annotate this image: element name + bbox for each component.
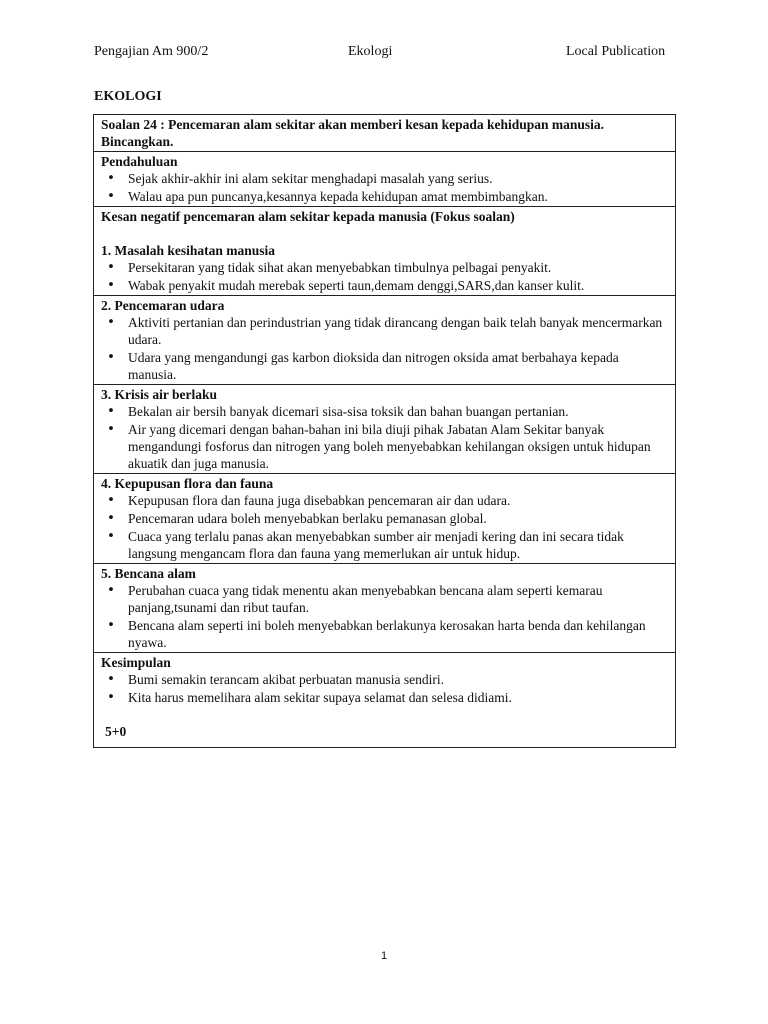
score-label: 5+0 [105, 724, 127, 739]
page-number: 1 [380, 950, 388, 962]
intro-points [101, 170, 667, 205]
list-item: • Aktiviti pertanian dan perindustrian yang tidak dirancang dengan baik telah banyak mencermarkan udara. [101, 314, 667, 348]
section-points [101, 259, 667, 294]
document-title: EKOLOGI [94, 89, 162, 104]
header-topic: Ekologi [348, 44, 393, 59]
list-item: • Bekalan air bersih banyak dicemari sisa-sisa toksik dan bahan buangan pertanian. [101, 403, 667, 420]
section-row-5 [94, 564, 676, 653]
section-heading: 1. Masalah kesihatan manusia [101, 243, 276, 258]
intro-heading: Pendahuluan [101, 154, 178, 169]
section-points [101, 314, 667, 383]
question-row [94, 115, 676, 152]
list-item: • Pencemaran udara boleh menyebabkan berlaku pemanasan global. [101, 510, 667, 527]
list-item: • Kita harus memelihara alam sekitar supaya selamat dan selesa didiami. [101, 689, 667, 706]
list-item: • Sejak akhir-akhir ini alam sekitar menghadapi masalah yang serius. [101, 170, 667, 187]
list-item: • Walau apa pun puncanya,kesannya kepada kehidupan amat membimbangkan. [101, 188, 667, 205]
section-row-4 [94, 474, 676, 564]
list-item: • Wabak penyakit mudah merebak seperti taun,demam denggi,SARS,dan kanser kulit. [101, 277, 667, 294]
section-row-3 [94, 385, 676, 474]
section-points [101, 492, 667, 562]
header-publisher: Local Publication [566, 44, 666, 59]
list-item: • Perubahan cuaca yang tidak menentu akan menyebabkan bencana alam seperti kemarau panjang,tsunami dan ribut taufan. [101, 582, 667, 616]
section-heading: 4. Kepupusan flora dan fauna [101, 476, 274, 491]
conclusion-heading: Kesimpulan [101, 655, 171, 670]
spacer [101, 706, 667, 723]
list-item: • Udara yang mengandungi gas karbon dioksida dan nitrogen oksida amat berbahaya kepada manusia. [101, 349, 667, 383]
header-subject: Pengajian Am 900/2 [94, 44, 209, 59]
spacer [101, 740, 667, 746]
section-heading: 5. Bencana alam [101, 566, 196, 581]
conclusion-points [101, 671, 667, 706]
section-row-2 [94, 296, 676, 385]
section-heading: 2. Pencemaran udara [101, 298, 225, 313]
section-row-1 [94, 207, 676, 296]
list-item: • Bumi semakin terancam akibat perbuatan manusia sendiri. [101, 671, 667, 688]
list-item: • Cuaca yang terlalu panas akan menyebabkan sumber air menjadi kering dan ini secara tidak langsung mengancam flora dan fauna yang memerlukan air untuk hidup. [101, 528, 667, 562]
section-points [101, 403, 667, 472]
spacer [101, 225, 667, 242]
list-item: • Bencana alam seperti ini boleh menyebabkan berlakunya kerosakan harta benda dan kehilangan nyawa. [101, 617, 667, 651]
section-points [101, 582, 667, 651]
body-heading: Kesan negatif pencemaran alam sekitar kepada manusia (Fokus soalan) [101, 209, 515, 224]
list-item: • Air yang dicemari dengan bahan-bahan ini bila diuji pihak Jabatan Alam Sekitar banyak mengandungi fosforus dan nitrogen yang boleh menyebabkan kehilangan oksigen untuk hidupan akuatik dan juga manusia. [101, 421, 667, 472]
conclusion-row [94, 653, 676, 748]
answer-table [93, 114, 676, 748]
intro-row [94, 152, 676, 207]
question-text: Soalan 24 : Pencemaran alam sekitar akan memberi kesan kepada kehidupan manusia. Bincangkan. [94, 115, 676, 152]
list-item: • Kepupusan flora dan fauna juga disebabkan pencemaran air dan udara. [101, 492, 667, 509]
list-item: • Persekitaran yang tidak sihat akan menyebabkan timbulnya pelbagai penyakit. [101, 259, 667, 276]
section-heading: 3. Krisis air berlaku [101, 387, 218, 402]
